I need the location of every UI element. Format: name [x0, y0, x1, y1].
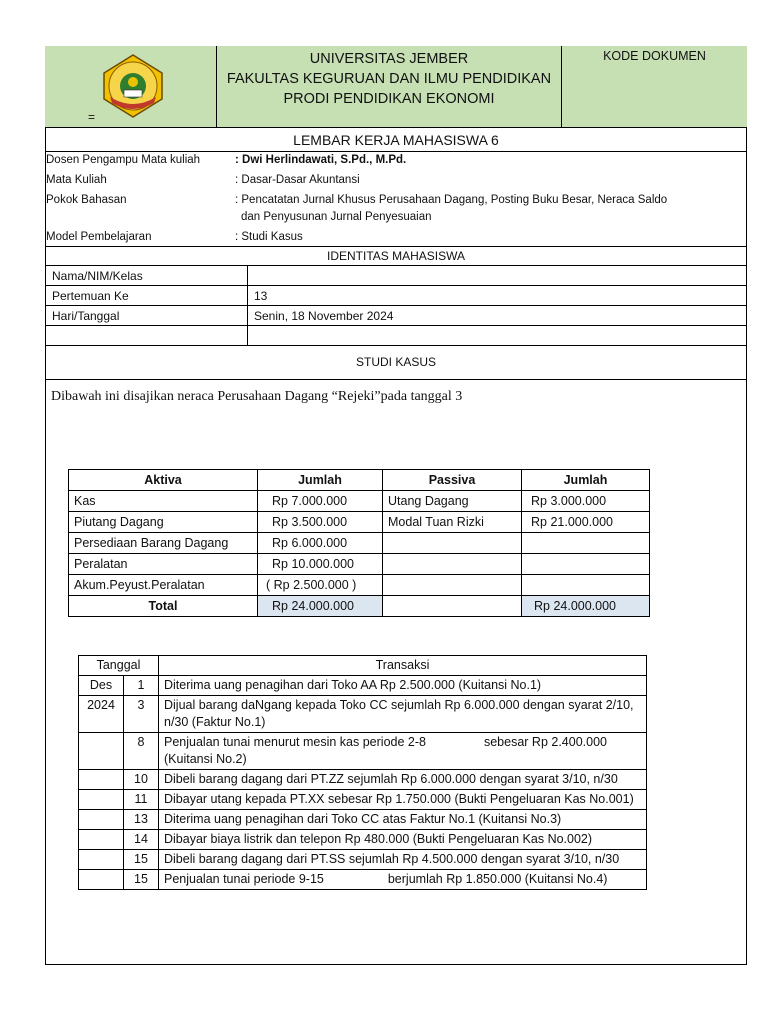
table-row: [79, 676, 647, 696]
faculty-name: FAKULTAS KEGURUAN DAN ILMU PENDIDIKAN: [226, 71, 552, 87]
table-row: [46, 326, 747, 346]
identity-date-field[interactable]: Senin, 18 November 2024: [248, 306, 747, 326]
identity-name-field[interactable]: [248, 266, 747, 286]
identity-table: [45, 265, 747, 346]
table-row: [69, 575, 650, 596]
month-cell: 2024: [79, 696, 124, 733]
transactions-table: [78, 655, 647, 890]
day-cell: 3: [124, 696, 159, 733]
amount-cell: Rp 6.000.000: [258, 533, 383, 554]
table-row: [79, 696, 647, 733]
passiva-cell: Modal Tuan Rizki: [383, 512, 522, 533]
transaction-cell: Dibeli barang dagang dari PT.ZZ sejumlah Rp 6.000.000 dengan syarat 3/10, n/30: [159, 770, 647, 790]
table-row: [79, 770, 647, 790]
table-row: [69, 512, 650, 533]
intro-text: Dibawah ini disajikan neraca Perusahaan Dagang “Rejeki”pada tanggal 3: [51, 389, 463, 404]
month-cell: [79, 870, 124, 890]
amount-cell: [522, 533, 650, 554]
month-cell: [79, 733, 124, 770]
table-header-row: [79, 656, 647, 676]
transaction-cell: Dijual barang daNgang kepada Toko CC sejumlah Rp 6.000.000 dengan syarat 2/10, n/30 (Faktur No.1): [159, 696, 647, 733]
header-transaksi: Transaksi: [159, 656, 647, 676]
matkul-value: : Dasar-Dasar Akuntansi: [235, 174, 360, 186]
identity-title: IDENTITAS MAHASISWA: [45, 246, 747, 265]
amount-cell: Rp 10.000.000: [258, 554, 383, 575]
case-title: STUDI KASUS: [45, 345, 747, 380]
month-cell: [79, 850, 124, 870]
month-cell: [79, 790, 124, 810]
transaction-cell: Dibayar biaya listrik dan telepon Rp 480.000 (Bukti Pengeluaran Kas No.002): [159, 830, 647, 850]
identity-label: Hari/Tanggal: [46, 306, 248, 326]
amount-cell: [522, 554, 650, 575]
identity-label: Pertemuan Ke: [46, 286, 248, 306]
identity-blank-field[interactable]: [248, 326, 747, 346]
university-logo: [100, 53, 166, 119]
amount-cell: [522, 575, 650, 596]
university-name: UNIVERSITAS JEMBER: [309, 51, 469, 67]
passiva-cell: Utang Dagang: [383, 491, 522, 512]
amount-cell: Rp 3.500.000: [258, 512, 383, 533]
identity-meeting-field[interactable]: 13: [248, 286, 747, 306]
total-passiva: Rp 24.000.000: [522, 596, 650, 617]
day-cell: 11: [124, 790, 159, 810]
pokok-label: Pokok Bahasan: [46, 194, 127, 206]
model-value: : Studi Kasus: [235, 231, 303, 243]
total-aktiva: Rp 24.000.000: [258, 596, 383, 617]
passiva-cell: [383, 533, 522, 554]
table-row: [79, 810, 647, 830]
header-jumlah-aktiva: Jumlah: [258, 470, 383, 491]
institution-header: [217, 46, 562, 128]
day-cell: 1: [124, 676, 159, 696]
transaction-text: Penjualan tunai menurut mesin kas periode 2-8: [164, 735, 426, 749]
total-label: Total: [69, 596, 258, 617]
month-cell: Des: [79, 676, 124, 696]
month-cell: [79, 770, 124, 790]
day-cell: 10: [124, 770, 159, 790]
day-cell: 15: [124, 850, 159, 870]
month-cell: [79, 810, 124, 830]
matkul-label: Mata Kuliah: [46, 174, 107, 186]
table-row: [79, 733, 647, 770]
dosen-label: Dosen Pengampu Mata kuliah: [46, 154, 201, 166]
table-row: [79, 830, 647, 850]
aktiva-cell: Piutang Dagang: [69, 512, 258, 533]
model-label: Model Pembelajaran: [46, 231, 152, 243]
transaction-amount: berjumlah Rp 1.850.000 (Kuitansi No.4): [387, 872, 608, 886]
table-row: [69, 491, 650, 512]
amount-cell: Rp 7.000.000: [258, 491, 383, 512]
table-row: [79, 790, 647, 810]
table-row: [79, 850, 647, 870]
equals-mark: =: [88, 110, 96, 124]
day-cell: 15: [124, 870, 159, 890]
month-cell: [79, 830, 124, 850]
identity-label: Nama/NIM/Kelas: [46, 266, 248, 286]
aktiva-cell: Persediaan Barang Dagang: [69, 533, 258, 554]
total-row: [69, 596, 650, 617]
passiva-cell: [383, 575, 522, 596]
passiva-cell: [383, 554, 522, 575]
transaction-text: Penjualan tunai periode 9-15: [164, 872, 324, 886]
worksheet-title: LEMBAR KERJA MAHASISWA 6: [45, 128, 747, 152]
aktiva-cell: Kas: [69, 491, 258, 512]
header-tanggal: Tanggal: [79, 656, 159, 676]
table-row: [46, 286, 747, 306]
dosen-value: : Dwi Herlindawati, S.Pd., M.Pd.: [235, 154, 407, 166]
transaction-cell: Dibayar utang kepada PT.XX sebesar Rp 1.750.000 (Bukti Pengeluaran Kas No.001): [159, 790, 647, 810]
transaction-cell: [159, 870, 647, 890]
table-row: [46, 306, 747, 326]
balance-sheet-table: [68, 469, 650, 617]
pokok-value: : Pencatatan Jurnal Khusus Perusahaan Dagang, Posting Buku Besar, Neraca Saldo: [235, 194, 668, 206]
aktiva-cell: Akum.Peyust.Peralatan: [69, 575, 258, 596]
program-name: PRODI PENDIDIKAN EKONOMI: [283, 91, 495, 107]
amount-cell: Rp 3.000.000: [522, 491, 650, 512]
day-cell: 14: [124, 830, 159, 850]
table-row: [69, 533, 650, 554]
day-cell: 13: [124, 810, 159, 830]
pokok-value-cont: dan Penyusunan Jurnal Penyesuaian: [241, 211, 432, 223]
aktiva-cell: Peralatan: [69, 554, 258, 575]
table-header-row: [69, 470, 650, 491]
transaction-cell: [159, 733, 647, 770]
doc-code-label: KODE DOKUMEN: [603, 49, 706, 63]
amount-cell: ( Rp 2.500.000 ): [258, 575, 383, 596]
transaction-cell: Diterima uang penagihan dari Toko AA Rp 2.500.000 (Kuitansi No.1): [159, 676, 647, 696]
doc-code-cell: [562, 46, 747, 128]
header-passiva: Passiva: [383, 470, 522, 491]
transaction-cell: Dibeli barang dagang dari PT.SS sejumlah Rp 4.500.000 dengan syarat 3/10, n/30: [159, 850, 647, 870]
header-aktiva: Aktiva: [69, 470, 258, 491]
transaction-amount: sebesar Rp 2.400.000 (Kuitansi No.2): [164, 735, 607, 766]
header-jumlah-passiva: Jumlah: [522, 470, 650, 491]
table-row: [46, 266, 747, 286]
empty-cell: [383, 596, 522, 617]
amount-cell: Rp 21.000.000: [522, 512, 650, 533]
transaction-cell: Diterima uang penagihan dari Toko CC atas Faktur No.1 (Kuitansi No.3): [159, 810, 647, 830]
table-row: [69, 554, 650, 575]
day-cell: 8: [124, 733, 159, 770]
identity-label: [46, 326, 248, 346]
table-row: [79, 870, 647, 890]
